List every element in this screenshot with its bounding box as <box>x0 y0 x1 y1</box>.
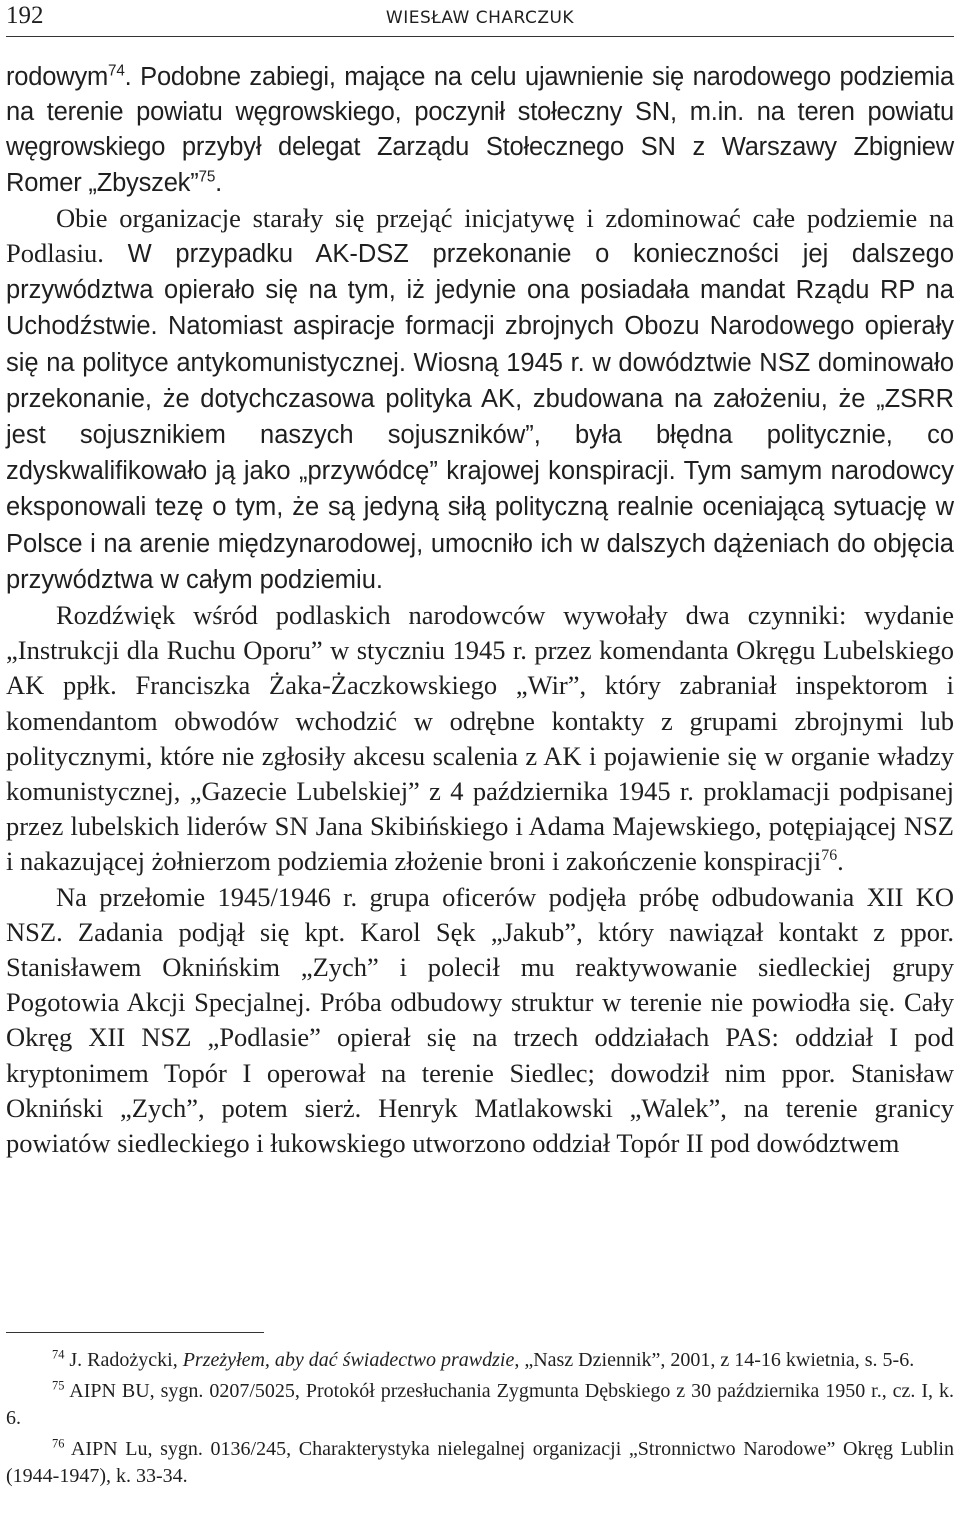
footnote-ref-74[interactable]: 74 <box>108 62 125 80</box>
footnotes <box>6 1332 954 1494</box>
main-text <box>6 60 954 1161</box>
footnote-number: 76 <box>52 1435 65 1450</box>
paragraph-2-text-b: W przypadku AK-DSZ przekonanie o konieczności jej dalszego przywództwa opierało się na tym, iż jedynie ona posiadała mandat Rządu RP na Uchodźstwie. Natomiast aspiracje formacji zbrojnych Obozu Narodowego opierały się na polityce antykomunistycznej. Wiosną 1945 r. w dowództwie NSZ dominowało przekonanie, że dotychczasowa polityka AK, zbudowana na założeniu, że „ZSRR jest sojusznikiem naszych sojuszników”, była błędna politycznie, co zdyskwalifikowało ją jako „przywódcę” krajowej konspiracji. Tym samym narodowcy eksponowali tezę o tym, że są jedyną siłą polityczną realnie oceniającą sytuację w Polsce i na arenie międzynarodowej, umocniło ich w dalszych dążeniach do objęcia przywództwa w całym podziemiu. <box>6 240 954 594</box>
footnote-75 <box>6 1378 954 1433</box>
paragraph-3 <box>6 598 954 880</box>
paragraph-1 <box>6 60 954 201</box>
paragraph-1-text-c: . <box>215 168 223 197</box>
paragraph-1-text-b: . Podobne zabiegi, mające na celu ujawnienie się narodowego podziemia na terenie powiatu węgrowskiego, poczynił stołeczny SN, m.in. na teren powiatu węgrowskiego przybył delegat Zarządu Stołecznego SN z Warszawy Zbigniew Romer „Zbyszek” <box>6 63 954 197</box>
footnote-text: AIPN Lu, sygn. 0136/245, Charakterystyka nielegalnej organizacji „Stronnictwo Narodowe” Okręg Lublin (1944-1947), k. 33-34. <box>6 1437 954 1487</box>
paragraph-1-text-a: rodowym <box>6 63 109 91</box>
paragraph-4 <box>6 880 954 1162</box>
footnote-title: Przeżyłem, aby dać świadectwo prawdzie <box>182 1349 515 1371</box>
footnote-number: 74 <box>52 1347 65 1362</box>
footnote-text: , „Nasz Dziennik”, 2001, z 14-16 kwietnia, s. 5-6. <box>514 1349 915 1371</box>
paragraph-2-text-a: Obie organizacje starały się przejąć inicjatywę i zdominować całe podziemie na Podlasiu. <box>6 202 954 269</box>
header-rule <box>6 36 954 37</box>
footnote-text: AIPN BU, sygn. 0207/5025, Protokół przesłuchania Zygmunta Dębskiego z 30 października 1950 r., cz. I, k. 6. <box>6 1379 954 1429</box>
footnote-number: 75 <box>52 1377 65 1392</box>
footnote-rule <box>6 1332 264 1333</box>
page-number: 192 <box>6 2 44 29</box>
footnote-ref-76[interactable]: 76 <box>821 847 838 865</box>
paragraph-4-text: Na przełomie 1945/1946 r. grupa oficerów podjęła próbę odbudowania XII KO NSZ. Zadania podjął się kpt. Karol Sęk „Jakub”, który nawiązał kontakt z ppor. Stanisławem Oknińskim „Zych” i polecił mu reaktywowanie siedleckiej grupy Pogotowia Akcji Specjalnej. Próba odbudowy struktur w terenie nie powiodła się. Cały Okręg XII NSZ „Podlasie” opierał się na trzech oddziałach PAS: oddział I pod kryptonimem Topór I operował na terenie Siedlec; dowodził nim ppor. Stanisław Okniński „Zych”, potem sierż. Henryk Matlakowski „Walek”, na terenie granicy powiatów siedleckiego i łukowskiego utworzono oddział Topór II pod dowództwem <box>6 881 954 1159</box>
footnote-ref-75[interactable]: 75 <box>198 168 216 186</box>
paragraph-3-text: Rozdźwięk wśród podlaskich narodowców wywołały dwa czynniki: wydanie „Instrukcji dla Ruchu Oporu” w styczniu 1945 r. przez komendanta Okręgu Lubelskiego AK ppłk. Franciszka Żaka-Żaczkowskiego „Wir”, który zabraniał inspektorom i komendantom obwodów wchodzić w odrębne kontakty z grupami zbrojnymi lub politycznymi, które nie zgłosiły akcesu scalenia z AK i pojawienie się w organie władzy komunistycznej, „Gazecie Lubelskiej” z 4 października 1945 r. proklamacji podpisanej przez lubelskich liderów SN Jana Skibińskiego i Adama Majewskiego, potępiającej NSZ i nakazującej żołnierzom podziemia złożenie broni i zakończenie konspiracji <box>6 600 954 877</box>
footnote-text: J. Radożycki, <box>64 1349 183 1371</box>
paragraph-3-end: . <box>837 846 844 877</box>
footnote-74 <box>6 1347 954 1375</box>
page-header <box>6 0 954 34</box>
footnote-76 <box>6 1436 954 1491</box>
paragraph-2 <box>6 201 954 598</box>
running-head-author: WIESŁAW CHARCZUK <box>385 8 575 28</box>
